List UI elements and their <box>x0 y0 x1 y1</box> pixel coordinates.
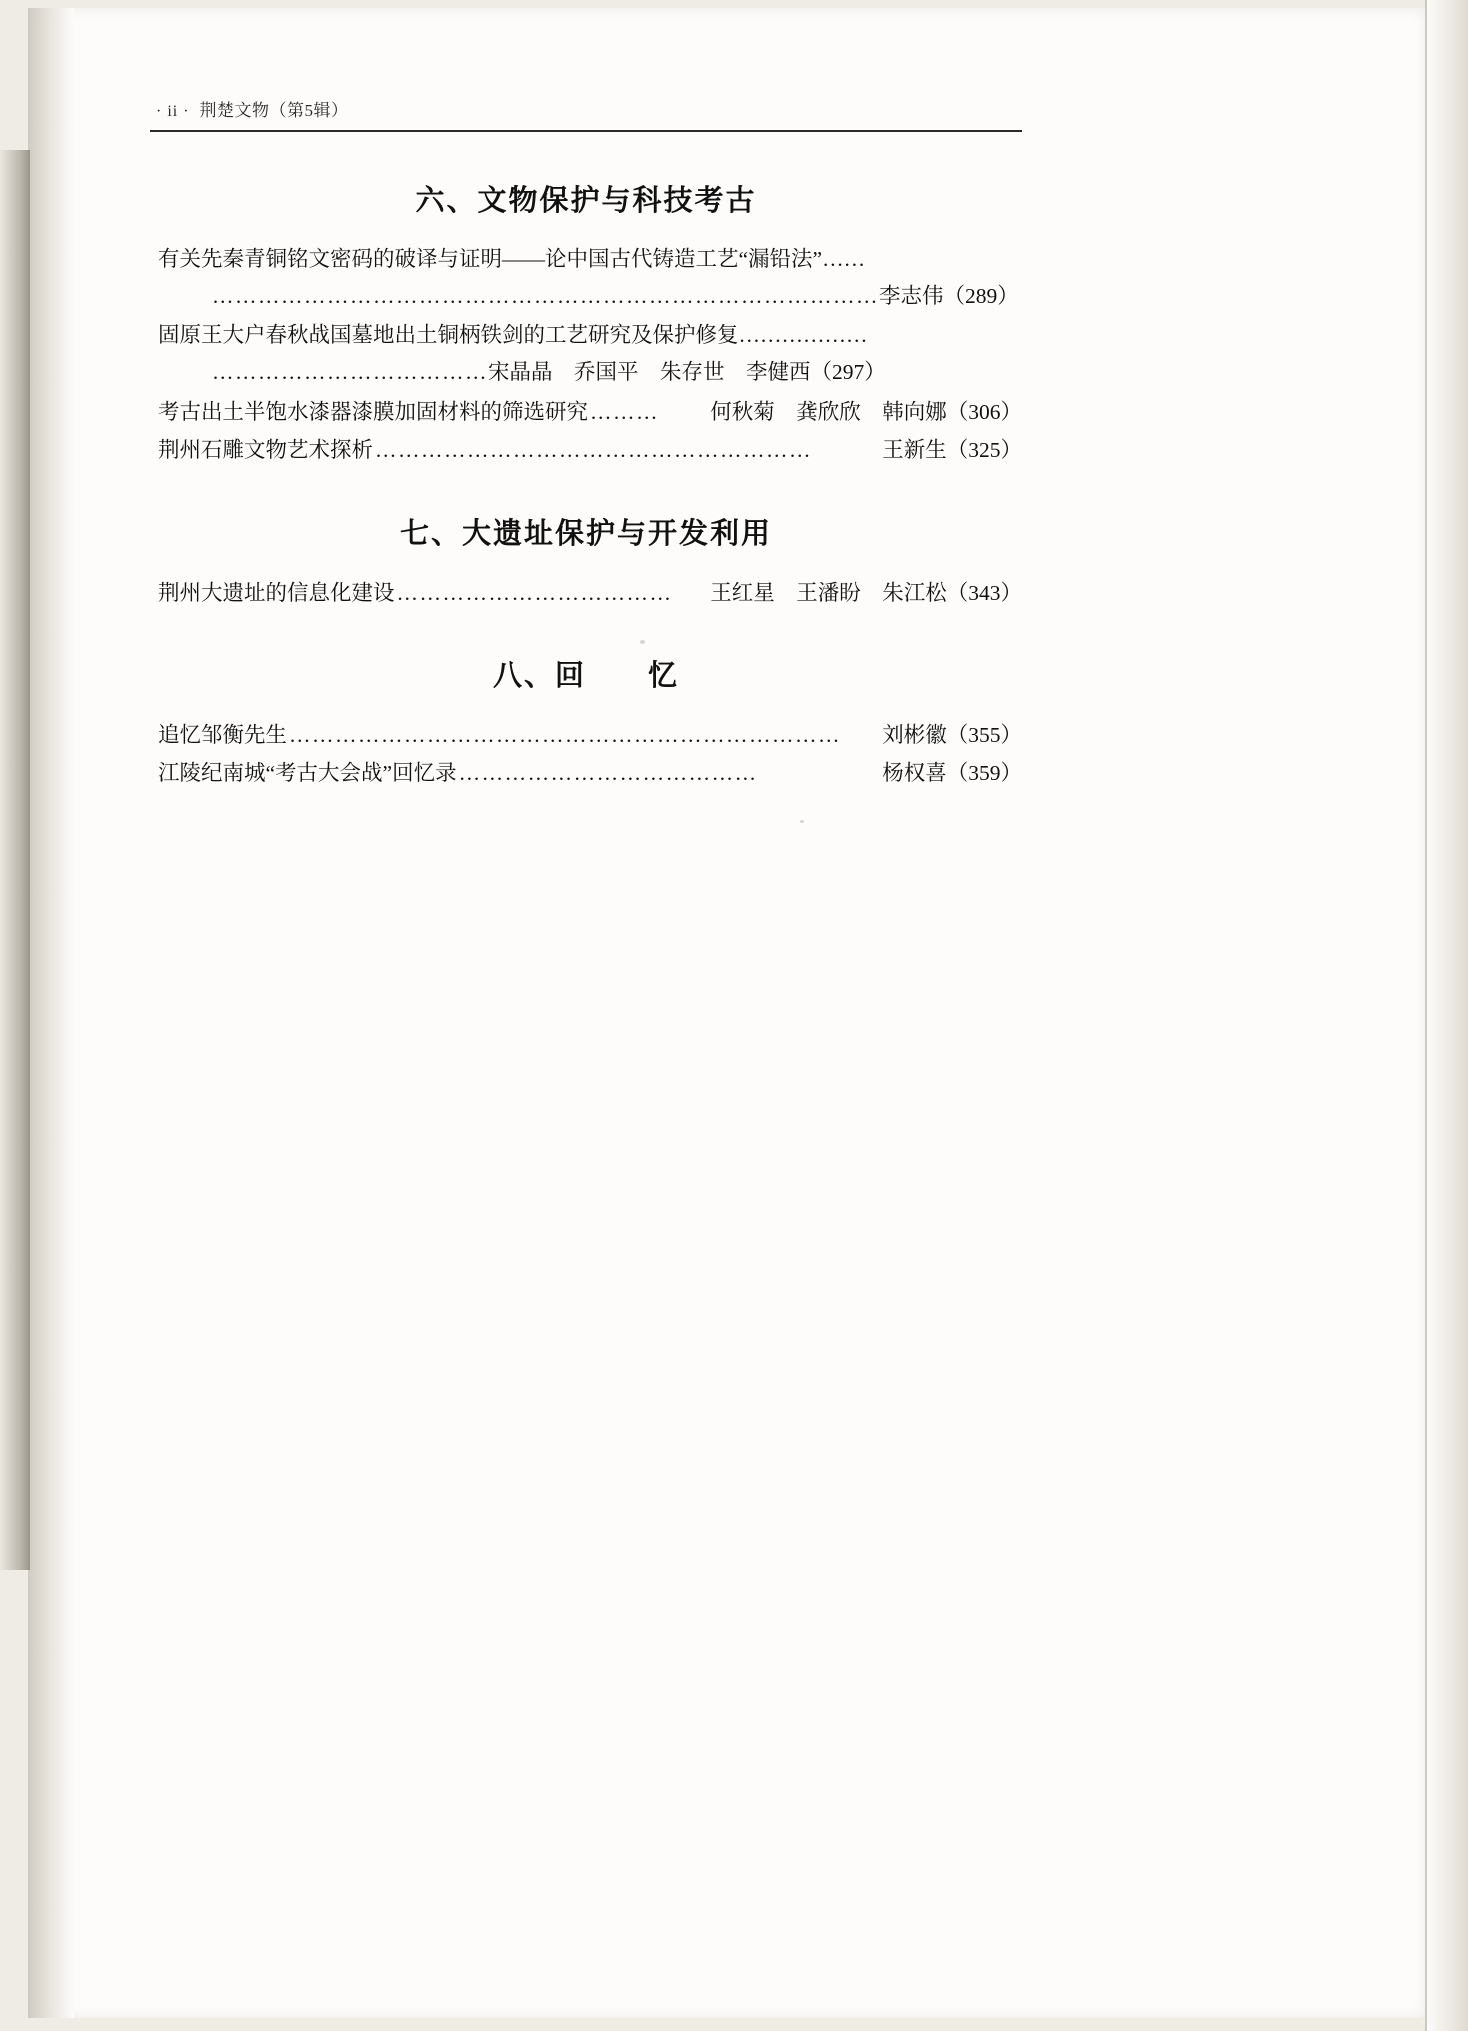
toc-entry-authors: 李志伟 <box>879 283 944 308</box>
toc-entry-title: 考古出土半饱水漆器漆膜加固材料的筛选研究 <box>158 399 589 424</box>
section-heading-6: 六、文物保护与科技考古 <box>415 185 757 217</box>
toc-entry-page: （325） <box>946 438 1022 463</box>
toc-entry-title: 固原王大户春秋战国墓地出土铜柄铁剑的工艺研究及保护修复……………… <box>158 322 868 347</box>
running-title: 荆楚文物（第5辑） <box>199 101 349 120</box>
leader-dots: ……………………………… <box>212 359 488 384</box>
leader-dots: …………………………………………………………………………… <box>212 283 879 308</box>
toc-list-8 <box>150 716 1022 793</box>
toc-entry-title: 荆州石雕文物艺术探析 <box>158 438 374 463</box>
toc-entry-authors: 王红星 王潘盼 朱江松 <box>710 581 947 606</box>
toc-entry-line2 <box>150 278 1022 315</box>
toc-entry-page: （306） <box>946 399 1022 424</box>
leader-dots: ……… <box>590 399 660 424</box>
header-rule <box>150 130 1022 132</box>
toc-entry-page: （355） <box>946 722 1022 747</box>
toc-entry[interactable] <box>150 431 1022 469</box>
toc-entry-authors: 王新生 <box>882 438 947 463</box>
toc-entry-authors: 刘彬徽 <box>882 722 947 747</box>
scan-speck <box>800 820 804 823</box>
binding-edge <box>0 150 30 1570</box>
running-head <box>150 96 1022 121</box>
toc-entry[interactable] <box>150 393 1022 431</box>
toc-content <box>150 96 1022 792</box>
toc-entry-authors: 杨权喜 <box>882 760 947 785</box>
page-folio: · ii · <box>156 103 190 120</box>
toc-entry-authors: 宋晶晶 乔国平 朱存世 李健西 <box>488 359 811 384</box>
leader-dots: ………………………………………………… <box>375 438 813 463</box>
right-edge-rule <box>1425 0 1427 2031</box>
section-heading-7: 七、大遗址保护与开发利用 <box>399 518 772 551</box>
toc-entry-page: （289） <box>943 283 1019 308</box>
toc-entry-title: 江陵纪南城“考古大会战”回忆录 <box>158 760 457 785</box>
toc-entry[interactable] <box>150 754 1022 792</box>
toc-entry-page: （297） <box>810 359 886 384</box>
gutter-shadow <box>28 8 74 2018</box>
toc-entry[interactable] <box>150 317 1022 391</box>
toc-entry[interactable] <box>150 574 1022 612</box>
leader-dots: ……………………………… <box>396 581 673 606</box>
toc-entry-authors: 何秋菊 龚欣欣 韩向娜 <box>710 399 947 424</box>
toc-entry-page: （343） <box>946 581 1022 606</box>
toc-entry-title: 有关先秦青铜铭文密码的破译与证明——论中国古代铸造工艺“漏铅法”…… <box>158 247 866 271</box>
toc-entry-title: 荆州大遗址的信息化建设 <box>158 581 395 606</box>
leader-dots: ………………………………… <box>458 760 758 785</box>
leader-dots: ……………………………………………………………… <box>289 722 842 747</box>
toc-list-7 <box>150 574 1022 612</box>
toc-list-6 <box>150 241 1022 469</box>
right-page-edge <box>1426 0 1468 2031</box>
toc-entry[interactable] <box>150 716 1022 754</box>
toc-entry[interactable] <box>150 241 1022 315</box>
section-heading-8: 八、回 忆 <box>492 659 679 692</box>
toc-entry-page: （359） <box>946 760 1022 785</box>
toc-entry-title: 追忆邹衡先生 <box>158 722 288 747</box>
toc-entry-line2 <box>150 354 1022 391</box>
